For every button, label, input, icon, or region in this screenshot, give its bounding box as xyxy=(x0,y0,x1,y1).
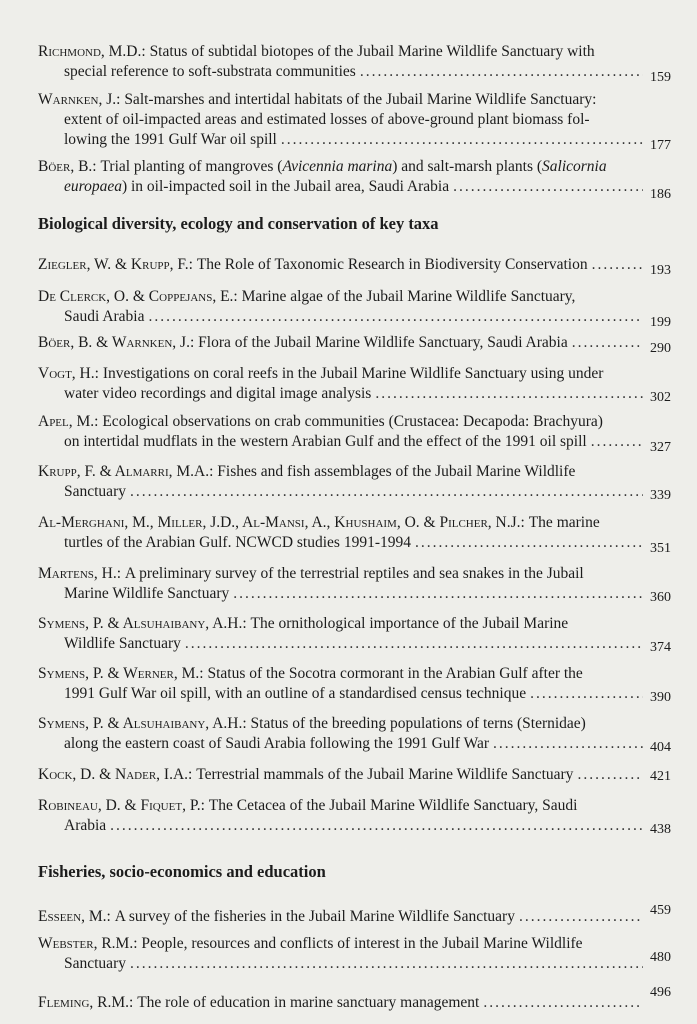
entry-authors: Fleming, R.M.: xyxy=(38,994,134,1011)
leader-dots xyxy=(281,130,643,150)
entry-line xyxy=(38,90,643,110)
leader-dots xyxy=(530,684,643,704)
species-name: Avicennia marina xyxy=(282,158,393,175)
entry-title: People, resources and conflicts of interest in the Jubail Marine Wildlife xyxy=(141,935,583,952)
entry-line xyxy=(38,110,643,130)
entry-line xyxy=(38,482,643,502)
leader-dots xyxy=(493,734,643,754)
entry-line xyxy=(38,796,643,816)
entry-title: Flora of the Jubail Marine Wildlife Sanctuary, Saudi Arabia xyxy=(198,334,568,351)
toc-entry xyxy=(38,614,671,655)
section-heading: Fisheries, socio-economics and education xyxy=(38,862,326,881)
entry-line xyxy=(38,412,643,432)
toc-entry xyxy=(38,934,671,974)
entry-title: Trial planting of mangroves ( xyxy=(100,158,283,175)
toc-entry xyxy=(38,796,671,837)
leader-dots xyxy=(591,432,643,452)
leader-dots xyxy=(110,816,643,836)
page-number: 480 xyxy=(650,950,671,965)
leader-dots xyxy=(185,634,643,654)
entry-line xyxy=(38,42,643,62)
page-number: 199 xyxy=(650,315,671,330)
toc-entry xyxy=(38,364,671,405)
section-heading: Biological diversity, ecology and conservation of key taxa xyxy=(38,214,439,233)
leader-dots xyxy=(375,384,643,404)
entry-line xyxy=(38,734,643,754)
entry-authors: Esseen, M.: xyxy=(38,908,111,925)
leader-dots xyxy=(577,765,643,785)
entry-title: Status of the Socotra cormorant in the Arabian Gulf after the xyxy=(207,665,583,682)
entry-authors: Symens, P. & Werner, M.: xyxy=(38,665,204,682)
entry-line xyxy=(38,614,643,634)
entry-title: A preliminary survey of the terrestrial reptiles and sea snakes in the Jubail xyxy=(124,565,584,582)
entry-title: along the eastern coast of Saudi Arabia following the 1991 Gulf War xyxy=(64,735,490,752)
entry-line xyxy=(38,765,643,785)
entry-title: Wildlife Sanctuary xyxy=(64,635,181,652)
toc-entry xyxy=(38,255,671,278)
entry-title: 1991 Gulf War oil spill, with an outline of a standardised census technique xyxy=(64,685,527,702)
leader-dots xyxy=(360,62,643,82)
entry-authors: Apel, M.: xyxy=(38,413,99,430)
entry-title: The ornithological importance of the Jubail Marine xyxy=(250,615,569,632)
entry-title: Marine algae of the Jubail Marine Wildlife Sanctuary, xyxy=(241,288,576,305)
species-name: europaea xyxy=(64,178,122,195)
leader-dots xyxy=(130,482,643,502)
entry-authors: Warnken, J.: xyxy=(38,91,121,108)
entry-title: special reference to soft-substrata communities xyxy=(64,63,356,80)
page-number: 327 xyxy=(650,440,671,455)
page-number: 339 xyxy=(650,488,671,503)
page-number: 421 xyxy=(650,769,671,784)
entry-title: ) and salt-marsh plants ( xyxy=(392,158,543,175)
entry-line xyxy=(38,993,643,1013)
entry-line xyxy=(38,564,643,584)
page-number: 360 xyxy=(650,590,671,605)
entry-line xyxy=(38,384,643,404)
page-number: 193 xyxy=(650,263,671,278)
entry-title: Investigations on coral reefs in the Jubail Marine Wildlife Sanctuary using under xyxy=(102,365,604,382)
entry-title: The role of education in marine sanctuary management xyxy=(137,994,480,1011)
entry-line xyxy=(38,287,643,307)
leader-dots xyxy=(130,954,643,974)
entry-line xyxy=(38,816,643,836)
page-number: 496 xyxy=(650,985,671,1000)
entry-authors: Martens, H.: xyxy=(38,565,122,582)
page-number: 390 xyxy=(650,690,671,705)
leader-dots xyxy=(572,333,643,353)
entry-title: Saudi Arabia xyxy=(64,308,145,325)
entry-line xyxy=(38,364,643,384)
entry-title: lowing the 1991 Gulf War oil spill xyxy=(64,131,277,148)
entry-title: Arabia xyxy=(64,817,107,834)
toc-entry xyxy=(38,664,671,705)
entry-authors: Böer, B. & Warnken, J.: xyxy=(38,334,195,351)
entry-line xyxy=(38,432,643,452)
entry-title: Marine Wildlife Sanctuary xyxy=(64,585,230,602)
page-number: 459 xyxy=(650,903,671,918)
entry-line xyxy=(38,157,643,177)
entry-authors: Vogt, H.: xyxy=(38,365,99,382)
entry-authors: Symens, P. & Alsuhaibany, A.H.: xyxy=(38,615,247,632)
entry-authors: Robineau, D. & Fiquet, P.: xyxy=(38,797,205,814)
entry-title: on intertidal mudflats in the western Arabian Gulf and the effect of the 1991 oil spill xyxy=(64,433,587,450)
entry-title: turtles of the Arabian Gulf. NCWCD studies 1991-1994 xyxy=(64,534,411,551)
page-number: 177 xyxy=(650,138,671,153)
entry-title: Terrestrial mammals of the Jubail Marine Wildlife Sanctuary xyxy=(196,766,574,783)
entry-authors: De Clerck, O. & Coppejans, E.: xyxy=(38,288,238,305)
page-number: 302 xyxy=(650,390,671,405)
toc-entry xyxy=(38,765,671,785)
toc-entry xyxy=(38,513,671,556)
toc-entry xyxy=(38,412,671,455)
entry-title: Salt-marshes and intertidal habitats of the Jubail Marine Wildlife Sanctuary: xyxy=(124,91,597,108)
leader-dots xyxy=(149,307,644,327)
entry-authors: Ziegler, W. & Krupp, F.: xyxy=(38,256,193,273)
entry-line xyxy=(38,584,643,604)
toc-entry xyxy=(38,333,671,356)
entry-line xyxy=(38,634,643,654)
entry-line xyxy=(38,934,643,954)
entry-authors: Krupp, F. & Almarri, M.A.: xyxy=(38,463,214,480)
entry-line xyxy=(38,333,643,353)
page-number: 351 xyxy=(650,541,671,556)
entry-authors: Webster, R.M.: xyxy=(38,935,138,952)
entry-title: Ecological observations on crab communities (Crustacea: Decapoda: Brachyura) xyxy=(102,413,603,430)
leader-dots xyxy=(483,993,643,1013)
entry-authors: Böer, B.: xyxy=(38,158,97,175)
entry-line xyxy=(38,533,643,553)
page-number: 290 xyxy=(650,341,671,356)
entry-line xyxy=(38,513,643,533)
leader-dots xyxy=(233,584,643,604)
entry-authors: Richmond, M.D.: xyxy=(38,43,146,60)
entry-title: The Role of Taxonomic Research in Biodiversity Conservation xyxy=(196,256,588,273)
entry-line xyxy=(38,307,643,327)
entry-title: The Cetacea of the Jubail Marine Wildlife Sanctuary, Saudi xyxy=(208,797,578,814)
leader-dots xyxy=(415,533,643,553)
species-name: Salicornia xyxy=(542,158,607,175)
entry-line xyxy=(38,714,643,734)
toc-entry xyxy=(38,42,671,85)
entry-title: Status of subtidal biotopes of the Jubail Marine Wildlife Sanctuary with xyxy=(149,43,595,60)
entry-authors: Al-Merghani, M., Miller, J.D., Al-Mansi, A., Khushaim, O. & Pilcher, N.J.: xyxy=(38,514,525,531)
leader-dots xyxy=(592,255,643,275)
page-number: 438 xyxy=(650,822,671,837)
entry-title: Fishes and fish assemblages of the Jubail Marine Wildlife xyxy=(217,463,576,480)
entry-line xyxy=(38,130,643,150)
entry-title: ) in oil-impacted soil in the Jubail area, Saudi Arabia xyxy=(121,178,450,195)
entry-title: Sanctuary xyxy=(64,955,126,972)
toc-entry xyxy=(38,462,671,503)
page-number: 404 xyxy=(650,740,671,755)
entry-line xyxy=(38,664,643,684)
entry-title: The marine xyxy=(528,514,600,531)
entry-title: A survey of the fisheries in the Jubail Marine Wildlife Sanctuary xyxy=(114,908,515,925)
page-number: 186 xyxy=(650,187,671,202)
toc-entry xyxy=(38,714,671,755)
entry-line xyxy=(38,954,643,974)
toc-entry xyxy=(38,157,671,202)
leader-dots xyxy=(519,907,643,927)
entry-line xyxy=(38,177,643,197)
entry-title: Status of the breeding populations of terns (Sternidae) xyxy=(250,715,586,732)
entry-line xyxy=(38,462,643,482)
toc-entry xyxy=(38,903,671,927)
entry-title: extent of oil-impacted areas and estimated losses of above-ground plant biomass fol- xyxy=(64,111,590,128)
entry-title: water video recordings and digital image analysis xyxy=(64,385,372,402)
entry-title: Sanctuary xyxy=(64,483,126,500)
entry-line xyxy=(38,62,643,82)
page-number: 374 xyxy=(650,640,671,655)
toc-entry xyxy=(38,985,671,1013)
toc-entry xyxy=(38,564,671,605)
entry-line xyxy=(38,255,643,275)
entry-authors: Kock, D. & Nader, I.A.: xyxy=(38,766,193,783)
entry-line xyxy=(38,907,643,927)
page-number: 159 xyxy=(650,70,671,85)
entry-authors: Symens, P. & Alsuhaibany, A.H.: xyxy=(38,715,247,732)
toc-entry xyxy=(38,90,671,153)
toc-entry xyxy=(38,287,671,330)
leader-dots xyxy=(453,177,643,197)
entry-line xyxy=(38,684,643,704)
